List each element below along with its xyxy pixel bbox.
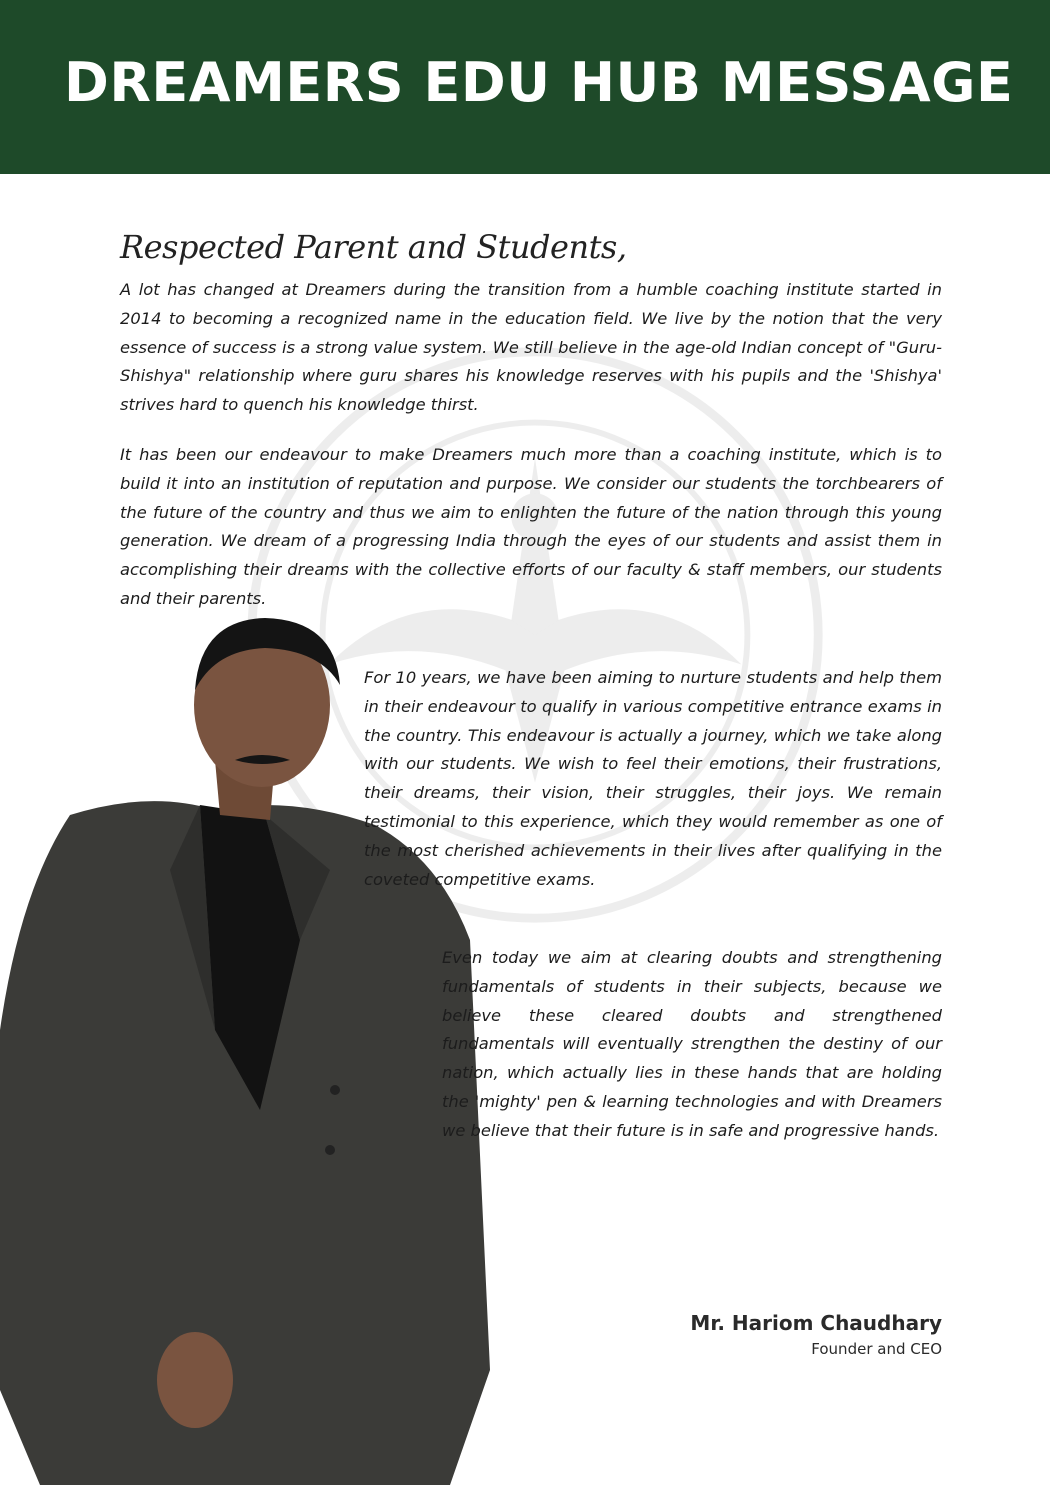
salutation: Respected Parent and Students, [120,228,627,266]
page-title: DREAMERS EDU HUB MESSAGE [64,51,1014,114]
message-paragraph-1: A lot has changed at Dreamers during the transition from a humble coaching institute started in 2014 to becoming a recognized name in the education field. We live by the notion that the very essence of success is a strong value system. We still believe in the age-old Indian concept of "Guru-Shishya" relationship where guru shares his knowledge reserves with his pupils and the 'Shishya' strives hard to quench his knowledge thirst. [120,280,942,415]
page-header [0,0,1050,174]
message-paragraph-3: For 10 years, we have been aiming to nurture students and help them in their endeavour to qualify in various competitive entrance exams in the country. This endeavour is actually a journey, which we take along with our students. We wish to feel their emotions, their frustrations, their dreams, their vision, their struggles, their joys. We remain testimonial to this experience, which they would remember as one of the most cherished achievements in their lives after qualifying in the coveted competitive exams. [364,668,942,889]
message-paragraph-2: It has been our endeavour to make Dreamers much more than a coaching institute, which is to build it into an institution of reputation and purpose. We consider our students the torchbearers of the future of the country and thus we aim to enlighten the future of the nation through this young generation. We dream of a progressing India through the eyes of our students and assist them in accomplishing their dreams with the collective efforts of our faculty & staff members, our students and their parents. [120,445,942,608]
signature-role: Founder and CEO [811,1340,942,1358]
signature-name: Mr. Hariom Chaudhary [690,1311,942,1335]
message-paragraph-4: Even today we aim at clearing doubts and strengthening fundamentals of students in their subjects, because we believe these cleared doubts and strengthened fundamentals will eventually strengthen the destiny of our nation, which actually lies in these hands that are holding the 'mighty' pen & learning technologies and with Dreamers we believe that their future is in safe and progressive hands. [442,948,942,1140]
